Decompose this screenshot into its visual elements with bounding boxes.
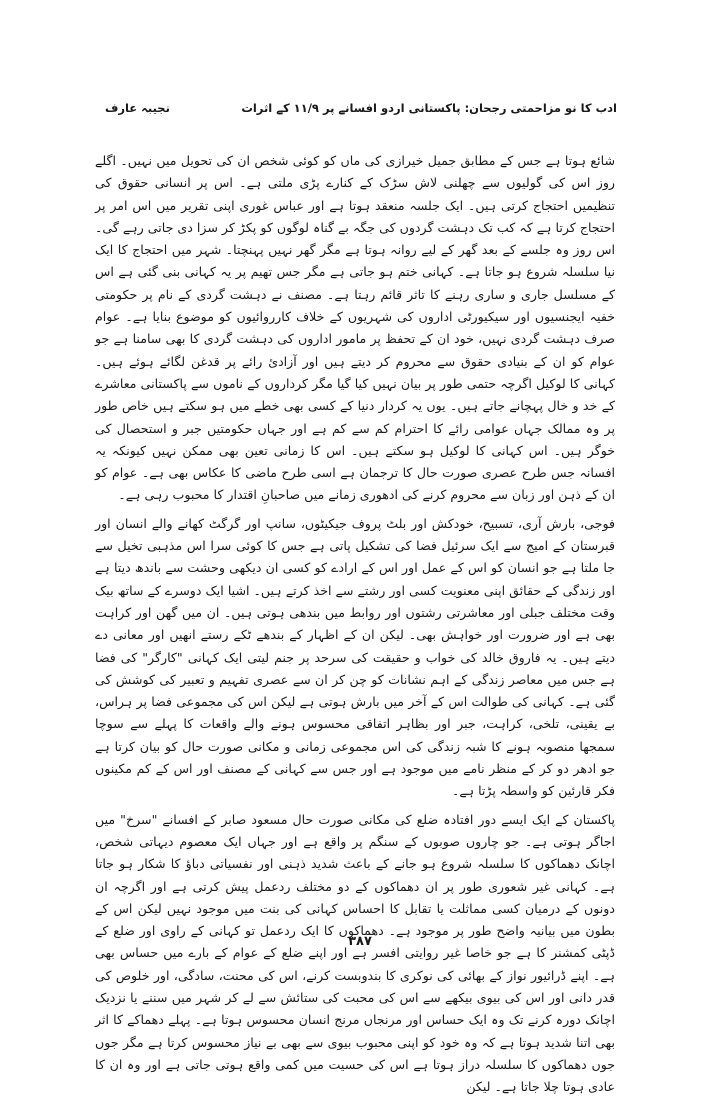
running-header <box>105 96 617 120</box>
page-number: ۳۸۷ <box>348 934 372 949</box>
header-title: ادب کا نو مزاحمتی رجحان: پاکستانی اردو افسانے پر ۱۱/۹ کے اثرات <box>241 101 617 115</box>
header-author: نجیبہ عارف <box>105 101 170 115</box>
paragraph-1: شائع ہوتا ہے جس کے مطابق جمیل خیرازی کی ماں کو کوئی شخص ان کی تحویل میں نہیں۔ اگلے روز اس کی گولیوں سے چھلنی لاش سڑک کے کنارے پڑی ملتی ہے۔ اس پر انسانی حقوق کی تنظیمیں احتجاج کرتی ہیں۔ ایک جلسہ منعقد ہوتا ہے اور عباس غوری اپنی تقریر میں اس امر پر احتجاج کرتا ہے کہ کب تک دہشت گردوں کی جگہ بے گناہ لوگوں کو پکڑ کر سزا دی جاتی رہے گی۔ اس روز وہ جلسے کے بعد گھر کے لیے روانہ ہوتا ہے مگر گھر نہیں پہنچتا۔ شہر میں احتجاج کا ایک نیا سلسلہ شروع ہو جاتا ہے۔ کہانی ختم ہو جاتی ہے مگر جس تھیم پر یہ کہانی بنی گئی ہے اس کے مسلسل جاری و ساری رہنے کا تاثر قائم رہتا ہے۔ مصنف نے دہشت گردی کے نام پر حکومتی خفیہ ایجنسیوں اور سیکیورٹی اداروں کی شہریوں کے خلاف کارروائیوں کو موضوع بنایا ہے۔ عوام صرف دہشت گردی نہیں، خود ان کے تحفظ پر مامور اداروں کی دہشت گردی کا بھی سامنا ہے جو عوام کو ان کے بنیادی حقوق سے محروم کر دیتے ہیں اور آزادیٔ رائے پر قدغن لگائے ہوئے ہیں۔ کہانی کا لوکیل اگرچہ حتمی طور پر بیان نہیں کیا گیا مگر کرداروں کے ناموں سے پاکستانی معاشرے کے خد و خال پہچانے جاتے ہیں۔ یوں یہ کردار دنیا کے کسی بھی خطے میں ہو سکتے ہیں خاص طور پر وہ ممالک جہاں عوامی رائے کا احترام کم سے کم ہے اور جہاں حکومتیں جبر و استحصال کی خوگر ہیں۔ اس کہانی کا لوکیل ہو سکتے ہیں۔ اس کا زمانی تعین بھی ممکن نہیں کیونکہ یہ افسانہ جس طرح عصری صورت حال کا ترجمان ہے اسی طرح ماضی کا عکاس بھی ہے۔ عوام کو ان کے ذہن اور زبان سے محروم کرنے کی ادھوری زمانے میں صاحبانِ اقتدار کا محبوب رہی ہے۔ <box>95 153 615 503</box>
article-body <box>95 150 615 1098</box>
paragraph-3: پاکستان کے ایک ایسے دور افتادہ ضلع کی مکانی صورت حال مسعود صابر کے افسانے "سرخ" میں اجاگر ہوتی ہے۔ جو چاروں صوبوں کے سنگم پر واقع ہے اور جہاں ایک معصوم دیہاتی شخص، اچانک دھماکوں کا سلسلہ شروع ہو جانے کے باعث شدید ذہنی اور نفسیاتی دباؤ کا شکار ہو جاتا ہے۔ کہانی غیر شعوری طور پر ان دھماکوں کے دو مختلف ردعمل پیش کرتی ہے اور اگرچہ ان دونوں کے درمیان کسی مماثلت یا تقابل کا احساس کہانی کی بنت میں موجود نہیں لیکن اس کے بطون میں بیانیہ واضح طور پر موجود ہے۔ دھماکوں کا ایک ردعمل تو کہانی کے راوی اور ضلع کے ڈپٹی کمشنر کا ہے جو خاصا غیر روایتی افسر ہے اور اپنے ضلع کے عوام کے بارے میں حساس بھی ہے۔ اپنے ڈرائیور نواز کے بھائی کی نوکری کا بندوبست کرنے، اس کی محنت، سادگی، اور خلوص کی قدر دانی اور اس کی بیوی بیکھے سے اس کی محبت کی ستائش سے لے کر شہر میں سننے یا نزدیک اچانک دورہ کرنے تک وہ ایک حساس اور مرنجاں مرنج انسان محسوس ہوتا ہے۔ پہلے دھماکے کا اثر بھی اتنا شدید ہوتا ہے کہ وہ خود کو اپنی محبوب بیوی سے بھی بے نیاز محسوس کرتا ہے مگر جوں جوں دھماکوں کا سلسلہ دراز ہوتا ہے اس کی حسیت میں کمی واقع ہوتی جاتی ہے اور وہ ان کا عادی ہوتا چلا جاتا ہے۔ لیکن <box>95 811 615 1095</box>
paragraph-2: فوجی، بارش آری، تسبیح، خودکش اور بلٹ پروف جیکیٹوں، سانپ اور گرگٹ کھانے والے انسان اور قبرستان کے امیج سے ایک سرئیل فضا کی تشکیل پاتی ہے جس کا کوئی سرا اس مذہبی تخیل سے جا ملتا ہے جو انسان کو اس کے عمل اور اس کے ارادے کو کسی ان دیکھی وحشت سے باندھ دیتا ہے اور زندگی کے حقائق اپنی معنویت کسی اور رشتے سے اخذ کرتے ہیں۔ اشیا ایک دوسرے کے ساتھ بیک وقت مختلف جبلی اور معاشرتی رشتوں اور روابط میں بندھی ہوتی ہیں۔ ان میں گھن اور کراہت بھی ہے اور ضرورت اور خواہش بھی۔ لیکن ان کے اظہار کے بندھے ٹکے رستے انھیں اور معانی دے دیتے ہیں۔ یہ فاروق خالد کی خواب و حقیقت کی سرحد پر جنم لیتی ایک کہانی "کارگر" کی فضا ہے جس میں معاصر زندگی کے اہم نشانات کو چن کر ان سے عصری تفہیم و تعبیر کی کوشش کی گئی ہے۔ کہانی کی طوالت اس کے آخر میں بارش ہوتی ہے لیکن اس کی مجموعی فضا پر ہراس، بے یقینی، تلخی، کراہت، جبر اور بظاہر اتفاقی محسوس ہونے والے واقعات کا پہلے سے سوچا سمجھا منصوبہ ہونے کا شبہ زندگی کی اس مجموعی زمانی و مکانی صورت حال کو بیان کرتا ہے جو ادھر دو کر کے منظر نامے میں موجود ہے اور جس سے کہانی کے مصنف اور اس کے کم مکینوں فکر قارئین کو واسطہ پڑتا ہے۔ <box>95 515 615 799</box>
